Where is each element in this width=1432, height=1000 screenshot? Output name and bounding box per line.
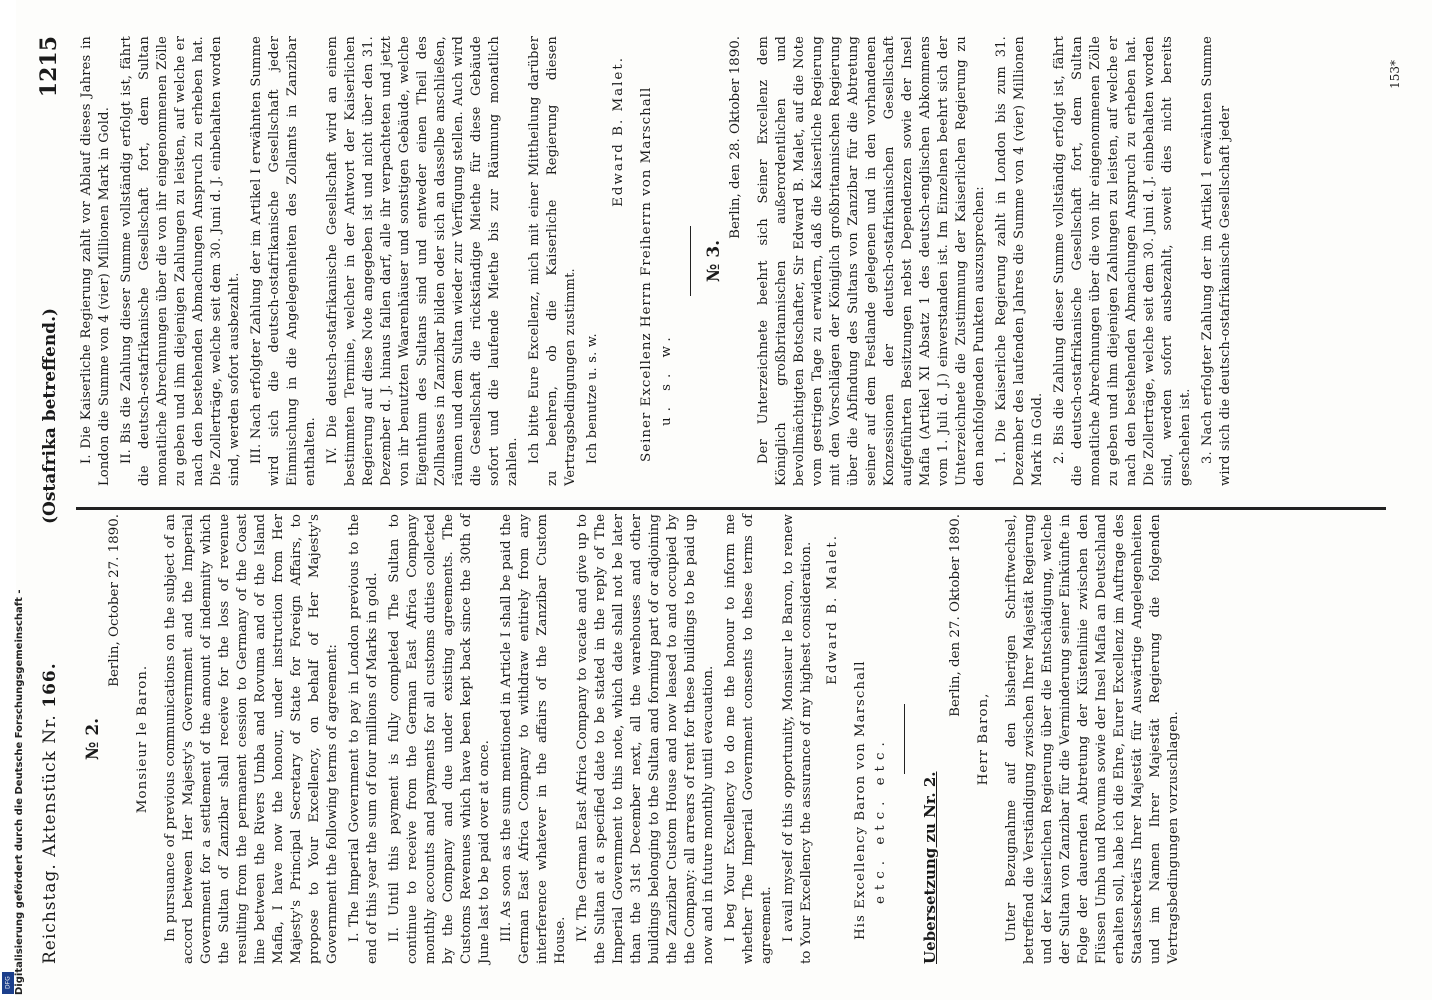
folio-mark: 153* bbox=[1388, 60, 1402, 89]
header-left-text: Reichstag. Aktenstück Nr. bbox=[40, 714, 60, 964]
section-rule bbox=[904, 704, 905, 774]
header-document-number: 166. bbox=[40, 662, 60, 708]
header-left bbox=[40, 662, 60, 964]
paragraph: I. The Imperial Government to pay in London previous to the end of this year the sum of four millions of Marks in gold. bbox=[347, 514, 380, 964]
rotated-page-content bbox=[16, 0, 1416, 1000]
dfg-logo-icon: DFG bbox=[2, 972, 14, 994]
right-column bbox=[78, 36, 1239, 486]
paragraph: In pursuance of previous communications on the subject of an accord between Her Majesty's Government and the Imperial Government for a settlement of the amount of indemnity which the Sultan of Zanzibar shall receive for the loss of revenue resulting from the permanent cession to Germany of the Coast line between the Rivers Umba and Rovuma and of the Island Mafia, I have now the honour, under instruction from Her Majesty's Principal Secretary of State for Foreign Affairs, to propose to Your Excellency, on behalf of Her Majesty's Government the following terms of agreement: bbox=[163, 514, 340, 964]
paragraph: III. As soon as the sum mentioned in Article I shall be paid the German East Africa Company to withdraw entirely from any interference whatever in the affairs of the Zanzibar Custom House. bbox=[499, 514, 568, 964]
left-column bbox=[78, 514, 1187, 964]
note-paragraph: 1. Die Kaiserliche Regierung zahlt in London bis zum 31. Dezember des laufenden Jahres die Summe von 4 (vier) Millionen Mark in Gold. bbox=[994, 36, 1045, 486]
page-number: 1215 bbox=[36, 36, 62, 98]
article-paragraph: IV. Die deutsch-ostafrikanische Gesellschaft wird an einem bestimmten Termine, welcher in der Antwort der Kaiserlichen Regierung auf diese Note angegeben ist und nicht über den 31. Dezember d. J. hinaus fallen darf, alle ihr verpachteten und jetzt von ihr benutzten Waarenhäuser und sonstigen Gebäude, welche Eigenthum des Sultans sind und entweder einen Theil des Zollhauses in Zanzibar bilden oder sich an dasselbe anschließen, räumen und dem Sultan wieder zur Verfügung stellen. Auch wird die Gesellschaft die rückständige Miethe für diese Gebäude sofort und die laufende Miethe bis zur Räumung monatlich zahlen. bbox=[325, 36, 520, 486]
footer-strip bbox=[0, 0, 25, 1000]
dateline: Berlin, den 28. Oktober 1890. bbox=[728, 36, 743, 239]
translation-paragraph: Unter Bezugnahme auf den bisherigen Schriftwechsel, betreffend die Verständigung zwischen Ihrer Majestät Regierung und der Kaiserlichen Regierung über die Entschädigung, welche der Sultan von Zanzibar für die Verminderung seiner Einkünfte in Folge der dauernden Abtretung der Küstenlinie zwischen den Flüssen Umba und Rovuma sowie der Insel Mafia an Deutschland erhalten soll, habe ich die Ehre, Eurer Excellenz im Auftrage des Staatssekretärs Ihrer Majestät für Auswärtige Angelegenheiten und im Namen Ihrer Majestät Regierung die folgenden Vertragsbedingungen vorzuschlagen. bbox=[1004, 514, 1181, 964]
translation-heading: Uebersetzung zu Nr. 2. bbox=[921, 771, 939, 964]
addressee: Seiner Excellenz Herrn Freiherrn von Marschall bbox=[639, 86, 654, 462]
article-paragraph: I. Die Kaiserliche Regierung zahlt vor Ablauf dieses Jahres in London die Summe von 4 (vier) Millionen Mark in Gold. bbox=[79, 36, 112, 486]
signature: Edward B. Malet. bbox=[611, 56, 626, 207]
column-divider bbox=[76, 507, 1386, 510]
paragraph: I avail myself of this opportunity, Monsieur le Baron, to renew to Your Excellency the assurance of my highest consideration. bbox=[781, 514, 814, 964]
note-paragraph: Der Unterzeichnete beehrt sich Seiner Excellenz dem Königlich großbritannischen außerordentlichen und bevollmächtigten Botschafter, Sir Edward B. Malet, auf die Note vom gestrigen Tage zu erwidern, daß die Kaiserliche Regierung mit den Vorschlägen der Königlich großbritannischen Regierung über die Abfindung des Sultans von Zanzibar für die Abtretung seiner auf dem Festlande gelegenen und in den vorhandenen Konzessionen der deutsch-ostafrikanischen Gesellschaft aufgeführten Besitzungen nebst Dependenzen sowie der Insel Mafia (Artikel XI Absatz 1 des deutsch-englischen Abkommens vom 1. Juli d. J.) einverstanden ist. Im Einzelnen beehrt sich der Unterzeichnete die Zustimmung der Kaiserlichen Regierung zu den nachfolgenden Punkten auszusprechen: bbox=[756, 36, 987, 486]
footer-credit: Digitalisierung gefördert durch die Deutsche Forschungsgemeinschaft - bbox=[14, 589, 25, 995]
translation-dateline: Berlin, den 27. Oktober 1890. bbox=[948, 514, 963, 717]
paragraph: IV. The German East Africa Company to vacate and give up to the Sultan at a specified date to be stated in the reply of The Imperial Government to this note, which date shall not be later than the 31st December next, all the warehouses and other buildings belonging to the Sultan and forming part of or adjoining the Zanzibar Custom House and now leased to and occupied by the Company: all arrears of rent for these buildings to be paid up now and in future monthly until evacuation. bbox=[575, 514, 716, 964]
signature: Edward B. Malet. bbox=[825, 534, 840, 685]
document-number: № 3. bbox=[704, 239, 724, 283]
document-number: № 2. bbox=[83, 717, 103, 761]
article-paragraph: III. Nach erfolgter Zahlung der im Artikel I erwähnten Summe wird sich die deutsch-ostafrikanische Gesellschaft jeder Einmischung in die Angelegenheiten des Zollamts in Zanzibar enthalten. bbox=[249, 36, 318, 486]
salutation: Monsieur le Baron. bbox=[135, 664, 150, 814]
article-paragraph: Ich bitte Eure Excellenz, mich mit einer Mittheilung darüber zu beehren, ob die Kaiserliche Regierung diesen Vertragsbedingungen zustimmt. bbox=[527, 36, 578, 486]
dateline: Berlin, October 27. 1890. bbox=[107, 514, 122, 687]
paragraph: I beg Your Excellency to do me the honour to inform me whether The Imperial Government consents to these terms of agreement. bbox=[723, 514, 774, 964]
addressee: His Excellency Baron von Marschall bbox=[853, 660, 868, 940]
header-subject: (Ostafrika betreffend.) bbox=[40, 307, 60, 524]
section-rule bbox=[690, 226, 691, 296]
note-paragraph: 3. Nach erfolgter Zahlung der im Artikel 1 erwähnten Summe wird sich die deutsch-ostafrikanische Gesellschaft jeder bbox=[1200, 36, 1233, 486]
usw-line: u. s. w. bbox=[659, 331, 674, 426]
article-paragraph: Ich benutze u. s. w. bbox=[585, 333, 600, 464]
page-header bbox=[34, 36, 70, 964]
article-paragraph: II. Bis die Zahlung dieser Summe vollständig erfolgt ist, fährt die deutsch-ostafrikanische Gesellschaft fort, dem Sultan monatliche Abrechnungen über die von ihr eingenommenen Zölle zu geben und ihm diejenigen Zahlungen zu leisten, auf welche er nach den bestehenden Abmachungen Anspruch zu erheben hat. Die Zollerträge, welche seit dem 30. Juni d. J. einbehalten worden sind, werden sofort ausbezahlt. bbox=[119, 36, 242, 486]
note-paragraph: 2. Bis die Zahlung dieser Summe vollständig erfolgt ist, fährt die deutsch-ostafrikanische Gesellschaft fort, dem Sultan monatliche Abrechnungen über die von ihr eingenommenen Zölle zu geben und ihm diejenigen Zahlungen zu leisten, auf welche er nach den bestehenden Abmachungen Anspruch zu erheben hat. Die Zollerträge, welche seit dem 30. Juni d. J. einbehalten worden sind, werden sofort ausbezahlt, soweit dies nicht bereits geschehen ist. bbox=[1052, 36, 1193, 486]
etc-line: etc. etc. etc. bbox=[873, 736, 888, 904]
translation-salutation: Herr Baron, bbox=[976, 692, 991, 786]
paragraph: II. Until this payment is fully completed The Sultan to continue to receive from the German East Africa Company monthly accounts and payments for all customs duties collected by the Company and due under existing agreements. The Customs Revenues which have been kept back since the 30th of June last to be paid over at once. bbox=[387, 514, 492, 964]
